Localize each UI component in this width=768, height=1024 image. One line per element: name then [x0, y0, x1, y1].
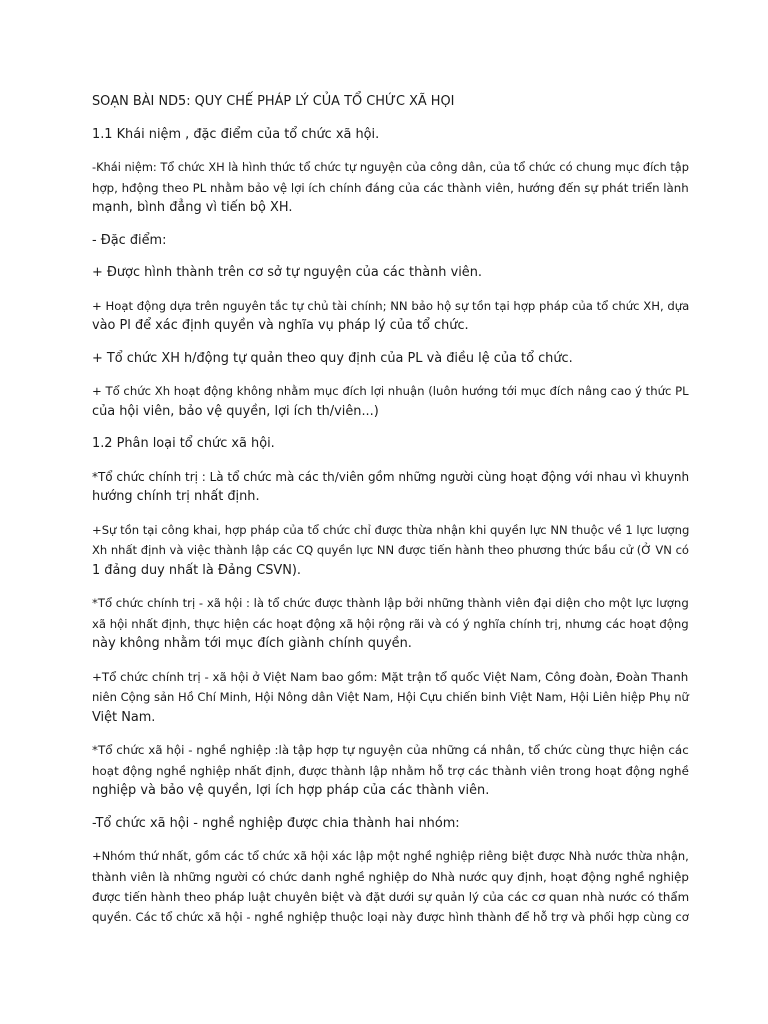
paragraph: [92, 740, 692, 801]
paragraph: [92, 467, 692, 508]
text-line: Xh nhất định và việc thành lập các CQ quyền lực NN được tiến hành theo phương thức bầu cử (Ở VN có: [92, 543, 689, 558]
text-line: -Tổ chức xã hội - nghề nghiệp được chia thành hai nhóm:: [92, 815, 460, 831]
text-line: - Đặc điểm:: [92, 232, 167, 248]
text-line: *Tổ chức xã hội - nghề nghiệp :là tập hợp tự nguyện của những cá nhân, tổ chức cùng thực hiện các: [92, 743, 689, 758]
document-title: [92, 92, 692, 112]
paragraph: [92, 349, 692, 369]
paragraph: [92, 846, 692, 928]
text-line: + Tổ chức Xh hoạt động không nhằm mục đích lợi nhuận (luôn hướng tới mục đích nâng cao ý thức PL: [92, 384, 689, 399]
text-line: -Khái niệm: Tổ chức XH là hình thức tổ chức tự nguyện của công dân, của tổ chức có chung mục đích tập: [92, 160, 689, 175]
paragraph: [92, 814, 692, 834]
text-line: nghiệp và bảo vệ quyền, lợi ích hợp pháp của các thành viên.: [92, 783, 490, 798]
paragraph: [92, 231, 692, 251]
text-line: +Sự tồn tại công khai, hợp pháp của tổ chức chỉ được thừa nhận khi quyền lực NN thuộc về 1 lực lượng: [92, 522, 690, 537]
text-line: 1 đảng duy nhất là Đảng CSVN).: [92, 562, 301, 578]
document-page: [92, 92, 692, 940]
text-line: xã hội nhất định, thực hiện các hoạt động xã hội rộng rãi và có ý nghĩa chính trị, nhưng các hoạt động: [92, 616, 689, 631]
text-line: Việt Nam.: [92, 709, 156, 725]
paragraph: [92, 434, 692, 454]
text-line: +Nhóm thứ nhất, gồm các tổ chức xã hội xác lập một nghề nghiệp riêng biệt được Nhà nước thừa nhận,: [92, 849, 689, 864]
text-line: của hội viên, bảo vệ quyền, lợi ích th/viên...): [92, 403, 379, 419]
text-line: + Được hình thành trên cơ sở tự nguyện của các thành viên.: [92, 265, 482, 281]
text-line: hướng chính trị nhất định.: [92, 489, 260, 505]
text-line: quyền. Các tổ chức xã hội - nghề nghiệp thuộc loại này được hình thành để hỗ trợ và phối hợp cùng cơ: [92, 910, 689, 925]
text-line: được tiến hành theo pháp luật chuyên biệt và đặt dưới sự quản lý của các cơ quan nhà nước có thẩm: [92, 890, 690, 904]
text-line: mạnh, bình đẳng vì tiến bộ XH.: [92, 200, 293, 215]
paragraph: [92, 125, 692, 145]
text-line: hoạt động nghề nghiệp nhất định, được thành lập nhằm hỗ trợ các thành viên trong hoạt động nghề: [92, 763, 689, 778]
text-line: hợp, hđộng theo PL nhằm bảo vệ lợi ích chính đáng của các thành viên, hướng đến sự phát triển lành: [92, 180, 689, 195]
text-line: niên Cộng sản Hồ Chí Minh, Hội Nông dân Việt Nam, Hội Cựu chiến binh Việt Nam, Hội Liên hiệp Phụ nữ: [92, 690, 689, 705]
paragraph: [92, 296, 692, 337]
paragraph: [92, 667, 692, 728]
paragraph: [92, 593, 692, 654]
text-line: +Tổ chức chính trị - xã hội ở Việt Nam bao gồm: Mặt trận tổ quốc Việt Nam, Công đoàn, Đoàn Thanh: [92, 669, 689, 684]
paragraph: [92, 520, 692, 581]
text-line: + Hoạt động dựa trên nguyên tắc tự chủ tài chính; NN bảo hộ sự tồn tại hợp pháp của tổ chức XH, dựa: [92, 298, 690, 313]
text-line: vào Pl để xác định quyền và nghĩa vụ pháp lý của tổ chức.: [92, 318, 469, 334]
text-line: + Tổ chức XH h/động tự quản theo quy định của PL và điều lệ của tổ chức.: [92, 350, 573, 366]
text-line: 1.1 Khái niệm , đặc điểm của tổ chức xã hội.: [92, 126, 380, 142]
paragraph: [92, 263, 692, 283]
text-line: 1.2 Phân loại tổ chức xã hội.: [92, 436, 275, 452]
paragraph: [92, 381, 692, 422]
text-line: SOẠN BÀI ND5: QUY CHẾ PHÁP LÝ CỦA TỔ CHỨC XÃ HỌI: [92, 94, 455, 109]
paragraph: [92, 157, 692, 218]
text-line: thành viên là những người có chức danh nghề nghiệp do Nhà nước quy định, hoạt động nghề nghiệp: [92, 869, 689, 884]
text-line: *Tổ chức chính trị - xã hội : là tổ chức được thành lập bởi những thành viên đại diện cho một lực lượng: [92, 596, 689, 611]
text-line: *Tổ chức chính trị : Là tổ chức mà các th/viên gồm những người cùng hoạt động với nhau vì khuynh: [92, 469, 690, 484]
text-line: này không nhằm tới mục đích giành chính quyền.: [92, 636, 412, 652]
document-body: [92, 125, 692, 928]
